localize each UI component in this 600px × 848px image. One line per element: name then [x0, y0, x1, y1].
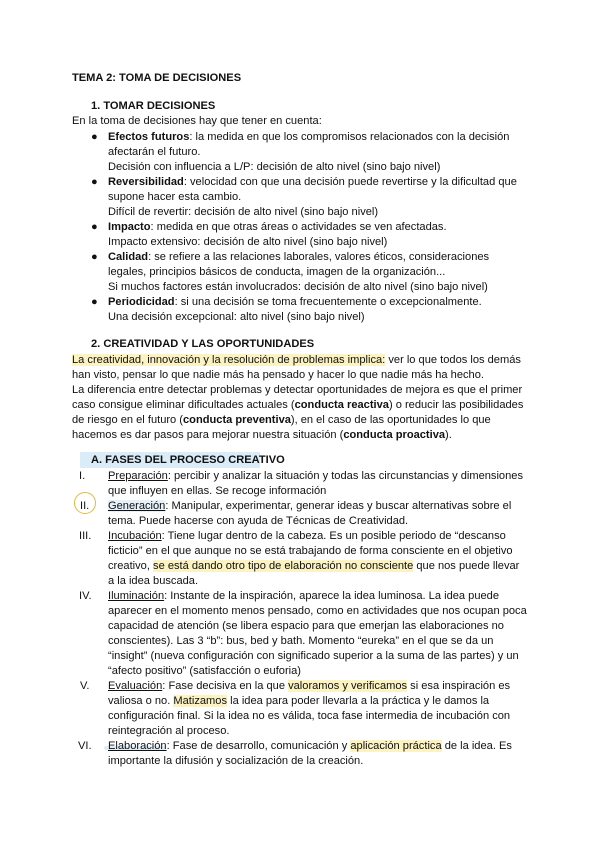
- item-note: Impacto extensivo: decisión de alto nivel (sino bajo nivel): [108, 236, 388, 248]
- phase-number: III.: [79, 530, 92, 542]
- list-item: [108, 220, 447, 235]
- highlighted-text: Matizamos: [173, 695, 228, 707]
- list-item: [108, 130, 509, 145]
- phase-text: creativo,: [108, 560, 154, 572]
- item-term: Periodicidad: [108, 296, 175, 308]
- bullet-dot: ●: [91, 296, 98, 308]
- section-heading-a: A. FASES DEL PROCESO CREATIVO: [91, 454, 285, 466]
- item-term: Calidad: [108, 251, 149, 263]
- section-heading-1: 1. TOMAR DECISIONES: [91, 100, 216, 112]
- paragraph-line: han visto, pensar lo que nadie más ha pensado y hacer lo que nadie más ha hecho.: [72, 369, 484, 381]
- item-text: : la medida en que los compromisos relacionados con la decisión: [189, 131, 510, 143]
- list-item: [108, 295, 482, 310]
- item-note: Decisión con influencia a L/P: decisión de alto nivel (sino bajo nivel): [108, 161, 441, 173]
- phase-number: V.: [80, 680, 90, 692]
- phase-item: [108, 499, 511, 514]
- bullet-dot: ●: [91, 176, 98, 188]
- bullet-dot: ●: [91, 131, 98, 143]
- highlighted-text: valoramos y verificamos: [288, 680, 408, 692]
- item-text: : si una decisión se toma frecuentemente o excepcionalmente.: [174, 296, 482, 308]
- item-note: Difícil de revertir: decisión de alto nivel (sino bajo nivel): [108, 206, 379, 218]
- item-text: : medida en que otras áreas o actividades se ven afectadas.: [150, 221, 447, 233]
- item-text-cont: afectarán el futuro.: [108, 146, 201, 158]
- phase-text: valiosa o no.: [108, 695, 174, 707]
- paragraph-line: [72, 398, 523, 413]
- list-item: [108, 175, 517, 190]
- phase-name: Elaboración: [108, 740, 167, 752]
- phase-text: de la idea. Es: [441, 740, 512, 752]
- item-text-cont: supone hacer esta cambio.: [108, 191, 242, 203]
- phase-text: : percibir y analizar la situación y todas las circunstancias y dimensiones: [167, 470, 523, 482]
- bold-term: conducta reactiva: [294, 399, 389, 411]
- phase-line: ficticio” en el que aunque no se está trabajando de forma consciente en el objetivo: [108, 545, 513, 557]
- paragraph-line: La diferencia entre detectar problemas y detectar oportunidades de mejora es que el primer: [72, 384, 523, 396]
- phase-line: conscientes). Las 3 “b”: bus, bed y bath. Momento “eureka” en el que se da un: [108, 635, 494, 647]
- paragraph-text: ).: [445, 429, 452, 441]
- item-term: Impacto: [108, 221, 151, 233]
- phase-item: [108, 529, 506, 544]
- paragraph-line: [72, 428, 452, 443]
- paragraph-text: ) o reducir las posibilidades: [388, 399, 524, 411]
- phase-line: aparecer en el momento menos pensado, como en actividades que nos ocupan poca: [108, 605, 527, 617]
- paragraph-text: ), en el caso de las oportunidades lo que: [290, 414, 491, 426]
- phase-text: : Fase decisiva en la que: [162, 680, 289, 692]
- phase-name: Preparación: [108, 470, 168, 482]
- bullet-dot: ●: [91, 251, 98, 263]
- phase-line: importante la difusión y socialización de la creación.: [108, 755, 364, 767]
- phase-line: que influyen en ellas. Se recoge información: [108, 485, 327, 497]
- highlighted-text: aplicación práctica: [350, 740, 442, 752]
- phase-text: : Manipular, experimentar, generar ideas y buscar alternativas sobre el: [165, 500, 512, 512]
- item-term: Efectos futuros: [108, 131, 190, 143]
- phase-name: Evaluación: [108, 680, 163, 692]
- paragraph-text: hacemos es dar pasos para mejorar nuestra situación (: [72, 429, 344, 441]
- phase-line: “insight” (nueva configuración con significado superior a la suma de las partes) y un: [108, 650, 519, 662]
- page-title: TEMA 2: TOMA DE DECISIONES: [72, 72, 242, 84]
- item-text: : se refiere a las relaciones laborales, valores éticos, consideraciones: [148, 251, 490, 263]
- bullet-dot: ●: [91, 221, 98, 233]
- phase-text: que nos puede llevar: [413, 560, 520, 572]
- phase-text: la idea para poder llevarla a la práctica y le damos la: [227, 695, 490, 707]
- section-heading-2: 2. CREATIVIDAD Y LAS OPORTUNIDADES: [91, 338, 315, 350]
- list-item: [108, 250, 489, 265]
- paragraph-text: ver lo que todos los demás: [385, 354, 521, 366]
- paragraph-text: caso consigue eliminar dificultades actuales (: [72, 399, 295, 411]
- phase-number: VI.: [78, 740, 92, 752]
- item-note: Si muchos factores están involucrados: decisión de alto nivel (sino bajo nivel): [108, 281, 488, 293]
- phase-name: Iluminación: [108, 590, 165, 602]
- item-note: Una decisión excepcional: alto nivel (sino bajo nivel): [108, 311, 365, 323]
- paragraph-line: [72, 413, 491, 428]
- phase-name: Generación: [108, 500, 166, 512]
- phase-line: a la idea buscada.: [108, 575, 199, 587]
- phase-line: reintegración al proceso.: [108, 725, 230, 737]
- phase-number: IV.: [79, 590, 92, 602]
- phase-item: [108, 469, 523, 484]
- phase-text: : Instante de la inspiración, aparece la idea luminosa. La idea puede: [164, 590, 500, 602]
- paragraph-text: de riesgo en el futuro (: [72, 414, 184, 426]
- phase-line: [108, 694, 489, 709]
- phase-text: : Tiene lugar dentro de la cabeza. Es un posible periodo de “descanso: [161, 530, 506, 542]
- phase-line: [108, 559, 519, 574]
- item-text: : velocidad con que una decisión puede revertirse y la dificultad que: [183, 176, 517, 188]
- section-1-intro: En la toma de decisiones hay que tener en cuenta:: [72, 115, 322, 127]
- bold-term: conducta proactiva: [343, 429, 446, 441]
- paragraph-creativity: [72, 353, 521, 368]
- phase-item: [108, 679, 510, 694]
- phase-line: “afecto positivo” (satisfacción o euforia): [108, 665, 301, 677]
- phase-name: Incubación: [108, 530, 162, 542]
- highlighted-text: La creatividad, innovación y la resolución de problemas implica:: [72, 354, 386, 366]
- phase-number: I.: [79, 470, 86, 482]
- item-term: Reversibilidad: [108, 176, 184, 188]
- phase-number: II.: [80, 500, 90, 512]
- item-text-cont: legales, principios básicos de conducta, imagen de la organización...: [108, 266, 446, 278]
- phase-item: [108, 589, 499, 604]
- bold-term: conducta preventiva: [183, 414, 291, 426]
- phase-line: configuración final. Si la idea no es válida, toca fase intermedia de incubación con: [108, 710, 511, 722]
- phase-text: : Fase de desarrollo, comunicación y: [166, 740, 351, 752]
- phase-text: si esa inspiración es: [407, 680, 511, 692]
- phase-line: capacidad de atención (se libera espacio para que emerjan las elaboraciones no: [108, 620, 504, 632]
- phase-item: [108, 739, 512, 754]
- highlighted-text: se está dando otro tipo de elaboración no consciente: [153, 560, 414, 572]
- phase-line: tema. Puede hacerse con ayuda de Técnicas de Creatividad.: [108, 515, 409, 527]
